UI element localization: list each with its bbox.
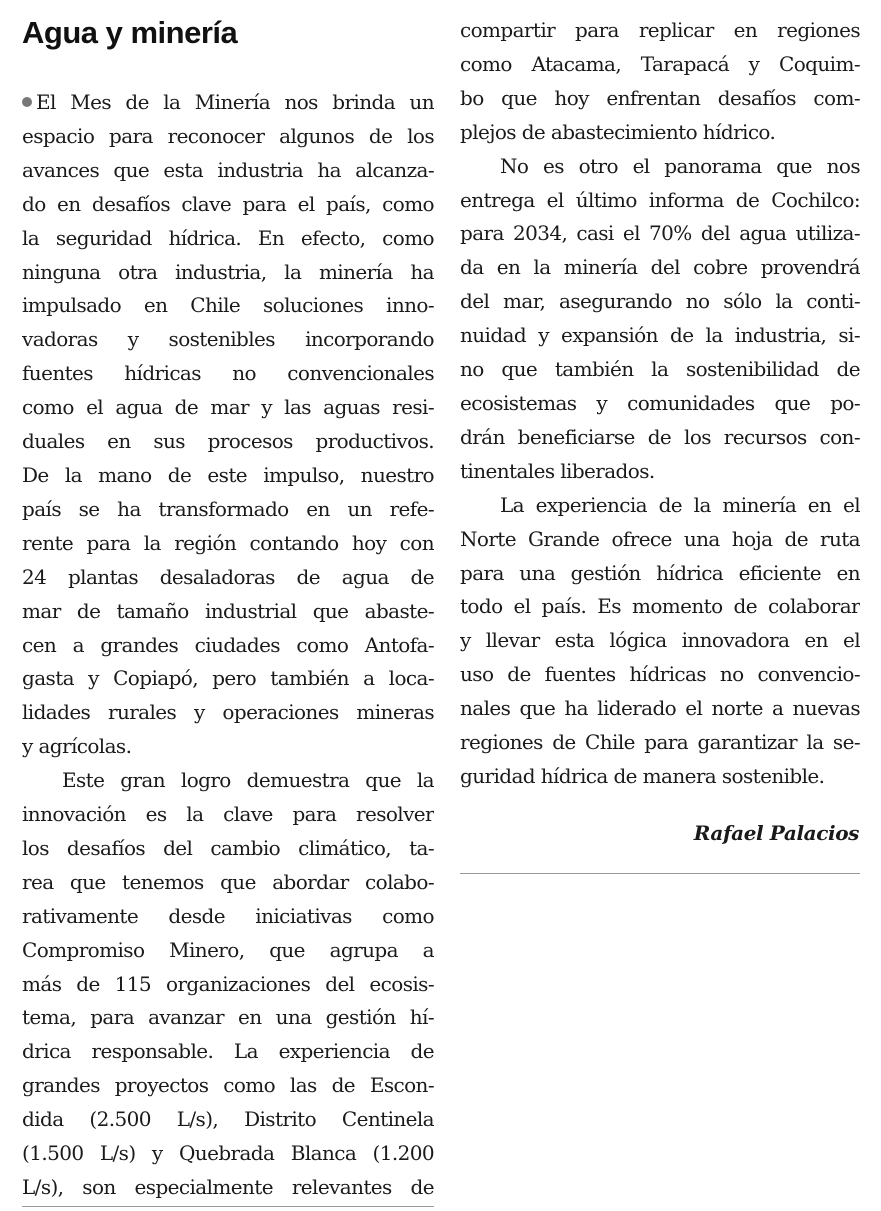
- text-line: lidades rurales y operaciones mineras: [22, 700, 434, 725]
- text-line: De la mano de este impulso, nuestro: [22, 462, 434, 487]
- text-line: Compromiso Minero, que agrupa a: [22, 937, 434, 962]
- text-line: ninguna otra industria, la minería ha: [22, 259, 434, 284]
- text-line: Norte Grande ofrece una hoja de ruta: [460, 526, 860, 551]
- text-line: y agrícolas.: [22, 734, 132, 759]
- divider-left: [22, 1206, 434, 1207]
- text-line: como Atacama, Tarapacá y Coquim-: [460, 51, 860, 76]
- text-line: No es otro el panorama que nos: [500, 153, 860, 178]
- text-line: rativamente desde iniciativas como: [22, 903, 434, 928]
- left-column: [22, 86, 434, 1205]
- text-line: guridad hídrica de manera sostenible.: [460, 763, 825, 788]
- text-line: gasta y Copiapó, pero también a loca-: [22, 666, 434, 691]
- text-line: grandes proyectos como las de Escon-: [22, 1073, 434, 1098]
- text-line: más de 115 organizaciones del ecosis-: [22, 971, 434, 996]
- text-line: avances que esta industria ha alcanza-: [22, 157, 434, 182]
- article-title: Agua y minería: [22, 15, 238, 50]
- text-line: compartir para replicar en regiones: [460, 18, 860, 42]
- text-line: para 2034, casi el 70% del agua utiliza-: [460, 221, 860, 246]
- text-line: impulsado en Chile soluciones inno-: [22, 293, 434, 318]
- text-line: espacio para reconocer algunos de los: [22, 123, 434, 148]
- text-line: regiones de Chile para garantizar la se-: [460, 730, 860, 755]
- text-line: plejos de abastecimiento hídrico.: [460, 119, 776, 144]
- text-line: y llevar esta lógica innovadora en el: [460, 628, 860, 653]
- text-line: como el agua de mar y las aguas resi-: [22, 395, 434, 420]
- text-line: vadoras y sostenibles incorporando: [22, 327, 434, 352]
- text-line: da en la minería del cobre provendrá: [460, 255, 860, 280]
- bullet-icon: [22, 97, 32, 107]
- text-line: tema, para avanzar en una gestión hí-: [22, 1005, 434, 1030]
- text-line: do en desafíos clave para el país, como: [22, 191, 434, 216]
- text-line: los desafíos del cambio climático, ta-: [22, 835, 434, 860]
- text-line: mar de tamaño industrial que abaste-: [22, 598, 434, 623]
- text-line: Este gran logro demuestra que la: [62, 768, 434, 793]
- text-line: dida (2.500 L/s), Distrito Centinela: [22, 1107, 434, 1132]
- text-line: no que también la sostenibilidad de: [460, 357, 860, 382]
- right-column: [460, 14, 860, 794]
- text-line: duales en sus procesos productivos.: [22, 429, 434, 454]
- text-line: fuentes hídricas no convencionales: [22, 361, 434, 386]
- text-line: rente para la región contando hoy con: [22, 530, 434, 555]
- text-line: nuidad y expansión de la industria, si-: [460, 323, 860, 348]
- author-signature: Rafael Palacios: [693, 821, 859, 845]
- text-line: 24 plantas desaladoras de agua de: [22, 564, 434, 589]
- text-line: ecosistemas y comunidades que po-: [460, 390, 860, 415]
- text-line: La experiencia de la minería en el: [500, 492, 860, 517]
- text-line: para una gestión hídrica eficiente en: [460, 560, 860, 585]
- text-line: drica responsable. La experiencia de: [22, 1039, 434, 1064]
- text-line: bo que hoy enfrentan desafíos com-: [460, 85, 860, 110]
- text-line: país se ha transformado en un refe-: [22, 496, 434, 521]
- text-line: del mar, asegurando no sólo la conti-: [460, 289, 860, 314]
- text-line: L/s), son especialmente relevantes de: [22, 1175, 434, 1199]
- divider-right: [460, 873, 860, 874]
- text-line: uso de fuentes hídricas no convencio-: [460, 662, 860, 687]
- text-line: (1.500 L/s) y Quebrada Blanca (1.200: [22, 1141, 434, 1166]
- text-line: tinentales liberados.: [460, 458, 655, 483]
- text-line: nales que ha liderado el norte a nuevas: [460, 696, 860, 721]
- text-line: la seguridad hídrica. En efecto, como: [22, 225, 434, 250]
- text-line: cen a grandes ciudades como Antofa-: [22, 632, 434, 657]
- text-line: entrega el último informa de Cochilco:: [460, 187, 860, 212]
- text-line: El Mes de la Minería nos brinda un: [22, 86, 434, 120]
- text-line: rea que tenemos que abordar colabo-: [22, 869, 434, 894]
- text-line: drán beneficiarse de los recursos con-: [460, 424, 860, 449]
- text-line: todo el país. Es momento de colaborar: [460, 594, 860, 619]
- text-line: innovación es la clave para resolver: [22, 802, 434, 827]
